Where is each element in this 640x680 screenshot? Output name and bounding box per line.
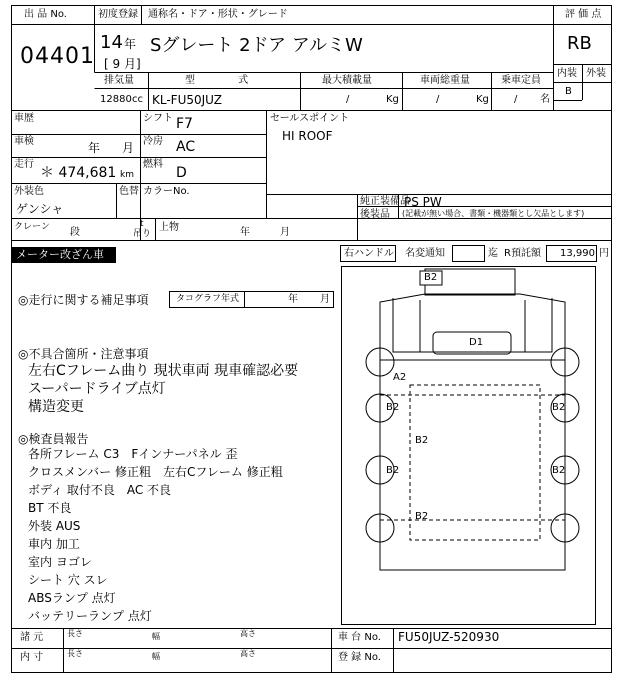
crane-stage-unit: 段 — [70, 227, 80, 238]
grade-value: RB — [567, 33, 592, 54]
inner-length-label: 長さ — [67, 649, 83, 658]
max-load-label: 最大積載量 — [322, 75, 372, 86]
fuel-value: D — [176, 165, 187, 181]
grade-label: 評 価 点 — [565, 9, 602, 20]
interior-grade-value: B — [565, 86, 572, 97]
inspector-line: クロスメンバー 修正粗 左右Cフレーム 修正粗 — [28, 465, 283, 479]
displacement-label: 排気量 — [104, 75, 134, 86]
inner-dimensions-label: 内 寸 — [20, 652, 44, 663]
selling-point-value: HI ROOF — [282, 129, 333, 143]
inspector-line: シート 穴 スレ — [28, 573, 108, 587]
inspector-line: バッテリーランプ 点灯 — [28, 609, 152, 623]
selling-point-label: セールスポイント — [270, 113, 350, 124]
inspection-month-unit: 月 — [122, 141, 135, 155]
damage-mark: B2 — [386, 465, 400, 476]
recycle-deposit-label: R預託額 — [504, 248, 541, 259]
inspector-line: ボディ 取付不良 AC 不良 — [28, 483, 172, 497]
capacity-slash: / — [514, 94, 518, 105]
until-label: 迄 — [488, 248, 498, 259]
exterior-grade-label: 外装 — [586, 68, 606, 79]
inspector-line: BT 不良 — [28, 501, 72, 515]
tacho-year-unit: 年 — [288, 294, 298, 305]
model-name: Sグレート 2ドア アルミW — [150, 35, 363, 56]
defect-line: スーパードライブ点灯 — [28, 381, 166, 397]
color-change-label: 色替 — [119, 186, 139, 197]
cc-unit: cc — [132, 94, 143, 105]
upper-year-unit: 年 — [240, 227, 250, 238]
rhd-label: 右ハンドル — [344, 248, 394, 259]
shift-value: F7 — [176, 116, 193, 132]
inspector-line: 各所フレーム C3 Fインナーパネル 歪 — [28, 447, 238, 461]
odometer-tampered-banner: メーター改ざん車 — [12, 247, 116, 263]
reg-month: [ 9 月] — [104, 57, 141, 71]
length-label: 長さ — [67, 629, 83, 638]
upper-body-label: 上物 — [159, 222, 179, 233]
truck-diagram — [366, 269, 579, 570]
crane-hang-label: 吊り — [133, 229, 152, 239]
inspector-title: ◎検査員報告 — [18, 432, 89, 446]
interior-grade-label: 内装 — [557, 68, 577, 79]
max-load-kg: Kg — [386, 94, 399, 105]
inspector-line: ABSランプ 点灯 — [28, 591, 116, 605]
mileage-value: ＊ 474,681 — [40, 165, 117, 181]
crane-ton-unit: t — [140, 219, 144, 229]
inner-height-label: 高さ — [240, 649, 256, 658]
yen-unit: 円 — [599, 248, 609, 259]
damage-mark: B2 — [386, 402, 400, 413]
ext-color-value: ゲンシャ — [16, 202, 64, 216]
damage-mark: B2 — [552, 465, 566, 476]
model-code-label: 型 式 — [185, 75, 249, 86]
lot-label: 出 品 No. — [24, 9, 67, 20]
dimensions-label: 諸 元 — [20, 632, 44, 643]
displacement-value: 12880 — [100, 94, 132, 105]
model-code: KL-FU50JUZ — [152, 93, 222, 107]
mileage-label: 走行 — [14, 159, 34, 170]
ac-value: AC — [176, 139, 196, 155]
damage-mark: B2 — [415, 511, 429, 522]
mileage-unit: km — [120, 170, 134, 180]
damage-mark: B2 — [552, 402, 566, 413]
reg-year-unit: 年 — [124, 37, 137, 51]
gross-weight-kg: Kg — [476, 94, 489, 105]
chassis-no-label: 車 台 No. — [338, 632, 381, 643]
damage-mark: A2 — [393, 372, 407, 383]
ac-label: 冷房 — [143, 136, 163, 147]
capacity-unit: 名 — [540, 94, 550, 105]
damage-mark: B2 — [415, 435, 429, 446]
tacho-month-unit: 月 — [320, 294, 330, 305]
gross-weight-label: 車両総重量 — [420, 75, 470, 86]
inspection-year-unit: 年 — [88, 141, 101, 155]
driving-notes-title: ◎走行に関する補足事項 — [18, 293, 149, 307]
aftermarket-note: (記載が無い場合、書類・機器類とし欠品とします) — [402, 209, 585, 218]
inspector-line: 車内 加工 — [28, 537, 80, 551]
defect-line: 左右Cフレーム曲り 現状車両 現車確認必要 — [28, 363, 299, 379]
aftermarket-label: 後装品 — [360, 209, 390, 220]
height-label: 高さ — [240, 629, 256, 638]
defect-title: ◎不具合箇所・注意事項 — [18, 347, 149, 361]
color-number-label: カラーNo. — [143, 186, 190, 197]
equipment-value: PS PW — [404, 195, 442, 209]
damage-mark: D1 — [469, 337, 484, 348]
history-label: 車歴 — [14, 113, 34, 124]
recycle-deposit-value: 13,990 — [560, 248, 595, 259]
inner-width-label: 幅 — [152, 652, 160, 661]
upper-month-unit: 月 — [280, 227, 290, 238]
damage-mark: B2 — [424, 272, 438, 283]
equipment-label: 純正装備品 — [360, 196, 410, 207]
capacity-label: 乗車定員 — [501, 75, 541, 86]
lot-number: 04401 — [20, 44, 95, 69]
max-load-slash: / — [346, 94, 350, 105]
width-label: 幅 — [152, 632, 160, 641]
registration-no-label: 登 録 No. — [338, 652, 381, 663]
crane-label: クレーン — [14, 222, 50, 232]
model-name-label: 通称名・ドア・形状・グレード — [148, 9, 288, 20]
reg-year: 14 — [100, 32, 123, 53]
chassis-no-value: FU50JUZ-520930 — [398, 630, 500, 644]
tacho-label: タコグラフ年式 — [176, 294, 240, 304]
ext-color-label: 外装色 — [14, 186, 44, 197]
inspector-line: 外装 AUS — [28, 519, 81, 533]
gross-weight-slash: / — [436, 94, 440, 105]
inspector-line: 室内 ヨゴレ — [28, 555, 92, 569]
inspection-label: 車検 — [14, 136, 34, 147]
shift-label: シフト — [143, 113, 173, 124]
name-change-label: 名変通知 — [405, 248, 445, 259]
first-reg-label: 初度登録 — [98, 9, 138, 20]
fuel-label: 燃料 — [143, 159, 163, 170]
defect-line: 構造変更 — [28, 399, 84, 415]
